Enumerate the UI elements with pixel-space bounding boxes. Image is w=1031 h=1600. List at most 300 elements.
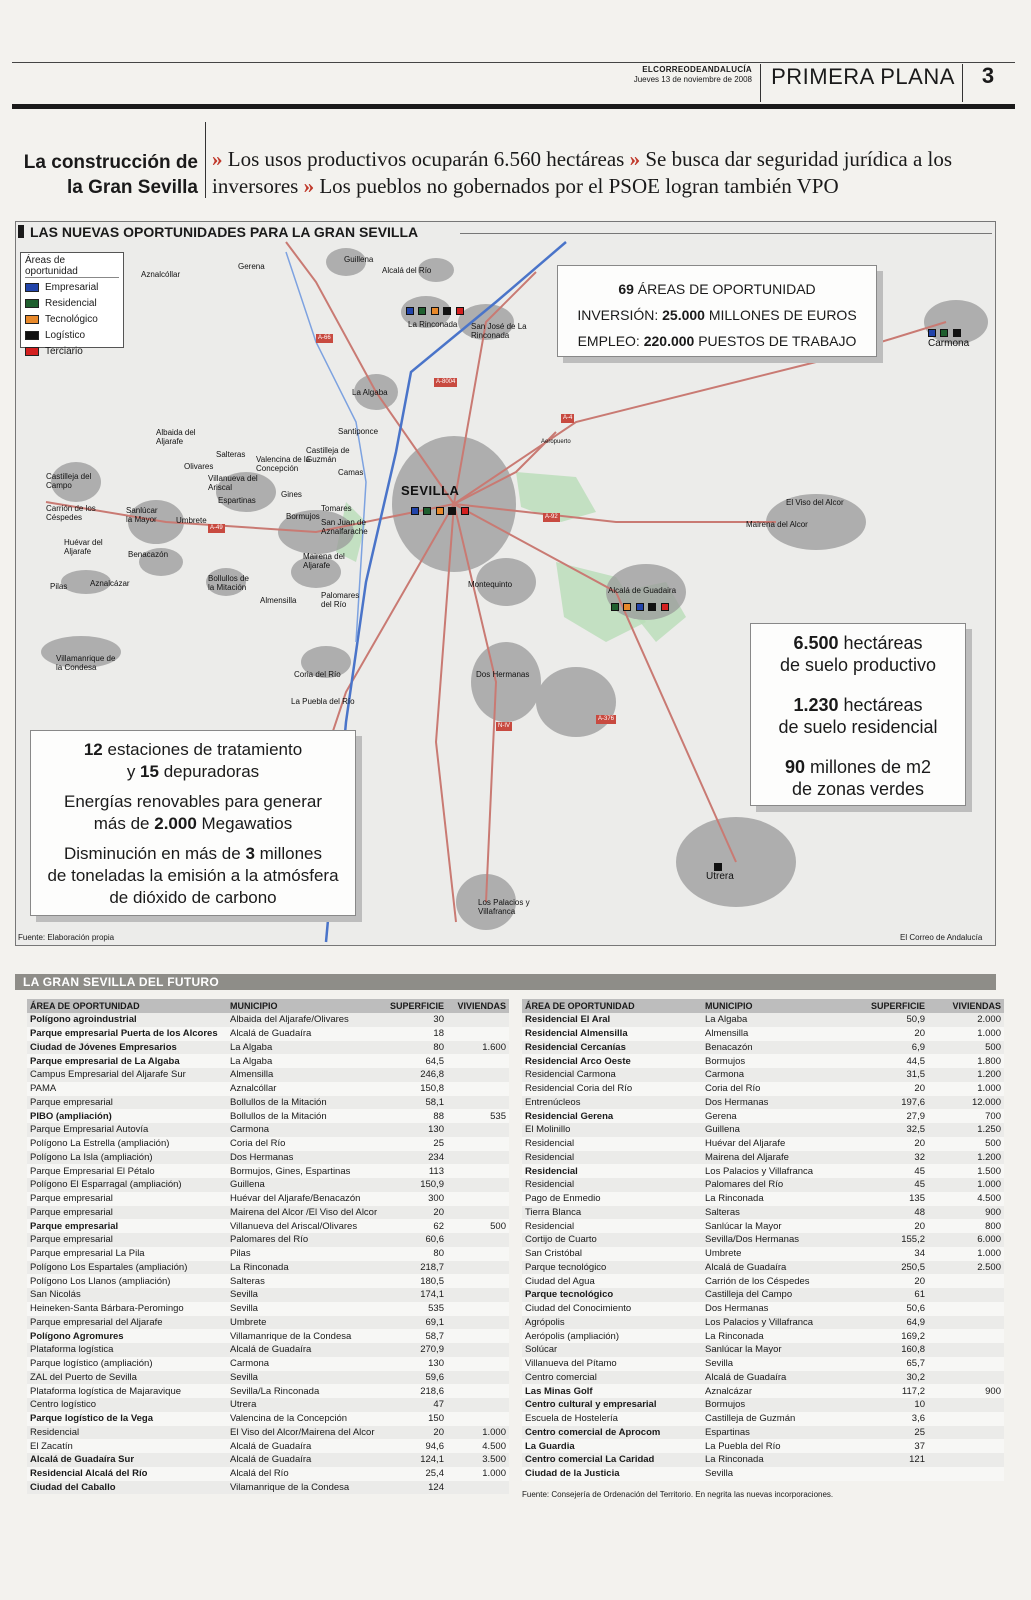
cell-superficie: 20: [852, 1274, 928, 1288]
table-row: [27, 1178, 509, 1192]
cell-viviendas: [928, 1439, 1004, 1453]
cell-superficie: 47: [387, 1398, 447, 1412]
cell-municipio: Carrión de los Céspedes: [702, 1274, 852, 1288]
table-row: [27, 1096, 509, 1110]
table-row: [27, 1412, 509, 1426]
cell-municipio: Pilas: [227, 1247, 387, 1261]
stat-label: de zonas verdes: [791, 779, 925, 799]
stat-label: INVERSIÓN:: [577, 307, 659, 323]
masthead-bottom-rule: [12, 104, 1015, 109]
cell-municipio: Sevilla/La Rinconada: [227, 1384, 387, 1398]
table-row: [27, 1329, 509, 1343]
urban-area: [536, 667, 616, 737]
cell-viviendas: 800: [928, 1219, 1004, 1233]
cell-superficie: 117,2: [852, 1384, 928, 1398]
summary-line: [558, 276, 876, 302]
column-header: VIVIENDAS: [928, 999, 1004, 1013]
table-row: [522, 1302, 1004, 1316]
cell-viviendas: [928, 1453, 1004, 1467]
area-markers: [611, 598, 669, 616]
table-row: [522, 1178, 1004, 1192]
cell-area: Campus Empresarial del Aljarafe Sur: [27, 1068, 227, 1082]
cell-superficie: 48: [852, 1206, 928, 1220]
cell-municipio: Dos Hermanas: [702, 1096, 852, 1110]
cell-municipio: Los Palacios y Villafranca: [702, 1316, 852, 1330]
place-label: Tomares: [321, 504, 352, 513]
masthead-divider: [962, 64, 963, 102]
stat-line: [31, 843, 355, 865]
headline-deck: [212, 146, 1012, 200]
road-tag: A-49: [210, 525, 223, 531]
marker-logistico: [448, 507, 456, 515]
place-label: Salteras: [216, 450, 246, 459]
cell-viviendas: [928, 1274, 1004, 1288]
cell-area: Centro logístico: [27, 1398, 227, 1412]
cell-superficie: 27,9: [852, 1109, 928, 1123]
cell-area: San Cristóbal: [522, 1247, 702, 1261]
cell-area: Polígono Los Llanos (ampliación): [27, 1274, 227, 1288]
cell-viviendas: [447, 1398, 509, 1412]
table-row: [27, 1054, 509, 1068]
cell-superficie: 124: [387, 1481, 447, 1495]
city-label-sevilla: SEVILLA: [401, 483, 460, 498]
table-row: [522, 1467, 1004, 1481]
cell-viviendas: [447, 1302, 509, 1316]
stat-value: 12: [83, 740, 103, 759]
cell-superficie: 32: [852, 1151, 928, 1165]
cell-municipio: Dos Hermanas: [227, 1151, 387, 1165]
cell-viviendas: [447, 1247, 509, 1261]
place-label: Dos Hermanas: [476, 670, 530, 679]
stat-value: 6.500: [793, 633, 839, 653]
cell-viviendas: [447, 1068, 509, 1082]
swatch-logistico: [25, 331, 39, 340]
cell-superficie: 124,1: [387, 1453, 447, 1467]
cell-viviendas: 1.800: [928, 1054, 1004, 1068]
cell-area: Residencial Carmona: [522, 1068, 702, 1082]
place-label: La Rinconada: [408, 320, 458, 329]
opportunity-table-right: [522, 999, 1004, 1481]
table-row: [522, 1192, 1004, 1206]
cell-municipio: La Puebla del Río: [702, 1439, 852, 1453]
road-tag: A-66: [318, 335, 331, 341]
cell-superficie: 150,9: [387, 1178, 447, 1192]
cell-area: ZAL del Puerto de Sevilla: [27, 1371, 227, 1385]
stat-line: [751, 756, 965, 778]
cell-viviendas: [928, 1343, 1004, 1357]
cell-viviendas: 3.500: [447, 1453, 509, 1467]
table-row: [522, 1041, 1004, 1055]
road-tag: A-4: [563, 415, 573, 421]
column-header: SUPERFICIE: [387, 999, 447, 1013]
cell-superficie: 218,6: [387, 1384, 447, 1398]
place-label: Camas: [338, 468, 364, 477]
cell-viviendas: [928, 1288, 1004, 1302]
cell-viviendas: 1.600: [447, 1041, 509, 1055]
cell-superficie: 234: [387, 1151, 447, 1165]
cell-municipio: Sevilla: [227, 1371, 387, 1385]
summary-line: [558, 302, 876, 328]
marker-residencial: [611, 603, 619, 611]
table-header-row: [522, 999, 1004, 1013]
place-label: Alcalá del Río: [382, 266, 432, 275]
place-label: Espartinas: [218, 496, 256, 505]
cell-superficie: 45: [852, 1178, 928, 1192]
table-row: [522, 1384, 1004, 1398]
stat-label: más de: [93, 814, 150, 833]
cell-area: Parque empresarial La Pila: [27, 1247, 227, 1261]
road-tag: A-376: [598, 716, 615, 722]
stat-value: 15: [140, 762, 159, 781]
cell-superficie: 80: [387, 1041, 447, 1055]
marker-logistico: [714, 863, 722, 871]
place-label: Villamanrique de la Condesa: [56, 654, 116, 672]
marker-terciario: [461, 507, 469, 515]
cell-viviendas: 1.000: [928, 1027, 1004, 1041]
stat-label: PUESTOS DE TRABAJO: [698, 333, 857, 349]
masthead-top-rule: [12, 62, 1015, 63]
cell-area: Centro comercial: [522, 1371, 702, 1385]
cell-municipio: La Rinconada: [227, 1261, 387, 1275]
table-row: [27, 1041, 509, 1055]
headline-kicker: La construcción de la Gran Sevilla: [23, 152, 198, 198]
cell-superficie: [852, 1467, 928, 1481]
cell-area: Centro comercial de Aprocom: [522, 1426, 702, 1440]
place-label: La Puebla del Río: [291, 697, 355, 706]
cell-municipio: Sevilla/Dos Hermanas: [702, 1233, 852, 1247]
table-row: [27, 1206, 509, 1220]
place-label: Albaida del Aljarafe: [156, 428, 196, 446]
cell-viviendas: [447, 1233, 509, 1247]
cell-area: Parque empresarial: [27, 1206, 227, 1220]
cell-municipio: Alcalá de Guadaíra: [227, 1439, 387, 1453]
cell-viviendas: 2.500: [928, 1261, 1004, 1275]
table-body: [27, 1013, 509, 1494]
table-row: [27, 1068, 509, 1082]
cell-municipio: Alcalá de Guadaíra: [227, 1343, 387, 1357]
map-legend: [20, 252, 124, 357]
cell-area: Solúcar: [522, 1343, 702, 1357]
cell-area: Parque empresarial: [27, 1219, 227, 1233]
stat-label: ÁREAS DE OPORTUNIDAD: [637, 281, 816, 297]
road-tag: A-92: [545, 514, 558, 520]
cell-municipio: Bormujos, Gines, Espartinas: [227, 1164, 387, 1178]
marker-empresarial: [928, 329, 936, 337]
cell-municipio: Guillena: [702, 1123, 852, 1137]
table-row: [522, 1261, 1004, 1275]
cell-municipio: Sevilla: [702, 1467, 852, 1481]
area-markers: [928, 324, 961, 342]
cell-viviendas: [447, 1151, 509, 1165]
arrow-icon: »: [629, 147, 641, 171]
cell-viviendas: [447, 1206, 509, 1220]
cell-viviendas: [447, 1288, 509, 1302]
cell-superficie: 32,5: [852, 1123, 928, 1137]
cell-area: Polígono La Isla (ampliación): [27, 1151, 227, 1165]
legend-label: Terciario: [45, 345, 83, 357]
cell-area: Residencial Gerena: [522, 1109, 702, 1123]
table-row: [522, 1082, 1004, 1096]
cell-municipio: Espartinas: [702, 1426, 852, 1440]
cell-viviendas: 900: [928, 1384, 1004, 1398]
stat-line: [751, 694, 965, 716]
cell-superficie: 218,7: [387, 1261, 447, 1275]
stat-label: estaciones de tratamiento: [107, 740, 303, 759]
cell-municipio: Guillena: [227, 1178, 387, 1192]
opportunity-summary-box: [557, 265, 877, 357]
cell-superficie: 18: [387, 1027, 447, 1041]
cell-area: Residencial: [522, 1151, 702, 1165]
table-row: [522, 1137, 1004, 1151]
area-markers: [411, 502, 469, 520]
land-summary-box: [750, 623, 966, 806]
cell-municipio: Umbrete: [227, 1316, 387, 1330]
urban-area: [471, 642, 541, 722]
cell-municipio: Villamanrique de la Condesa: [227, 1329, 387, 1343]
stat-line: [31, 761, 355, 783]
cell-area: Centro cultural y empresarial: [522, 1398, 702, 1412]
place-label: Olivares: [184, 462, 214, 471]
cell-viviendas: [447, 1178, 509, 1192]
cell-municipio: Sevilla: [702, 1357, 852, 1371]
cell-municipio: La Rinconada: [702, 1329, 852, 1343]
title-bullet: [18, 225, 24, 238]
legend-label: Logístico: [45, 329, 86, 341]
legend-item: [25, 279, 119, 295]
cell-superficie: 197,6: [852, 1096, 928, 1110]
cell-viviendas: [447, 1371, 509, 1385]
place-label: Sanlúcar la Mayor: [126, 506, 158, 524]
table-row: [27, 1274, 509, 1288]
cell-area: Ciudad del Conocimiento: [522, 1302, 702, 1316]
cell-superficie: 113: [387, 1164, 447, 1178]
table-row: [27, 1219, 509, 1233]
cell-viviendas: [447, 1343, 509, 1357]
cell-superficie: 160,8: [852, 1343, 928, 1357]
cell-viviendas: 500: [447, 1219, 509, 1233]
cell-area: Residencial Almensilla: [522, 1027, 702, 1041]
cell-municipio: Utrera: [227, 1398, 387, 1412]
arrow-icon: »: [303, 174, 315, 198]
cell-municipio: Huévar del Aljarafe: [702, 1137, 852, 1151]
stat-value: 3: [245, 844, 255, 863]
cell-viviendas: [928, 1398, 1004, 1412]
map-title-text: LAS NUEVAS OPORTUNIDADES PARA LA GRAN SEVILLA: [30, 224, 419, 240]
cell-viviendas: [447, 1274, 509, 1288]
cell-municipio: Salteras: [702, 1206, 852, 1220]
place-label: El Viso del Alcor: [786, 498, 844, 507]
cell-municipio: Bormujos: [702, 1398, 852, 1412]
table-row: [522, 1219, 1004, 1233]
table-row: [27, 1109, 509, 1123]
cell-superficie: 25: [852, 1426, 928, 1440]
table-title: LA GRAN SEVILLA DEL FUTURO: [23, 975, 220, 989]
column-header: MUNICIPIO: [227, 999, 387, 1013]
cell-viviendas: 4.500: [928, 1192, 1004, 1206]
stat-value: 220.000: [643, 333, 695, 349]
cell-area: Plataforma logística de Majaravique: [27, 1384, 227, 1398]
cell-superficie: 37: [852, 1439, 928, 1453]
cell-area: Polígono Agromures: [27, 1329, 227, 1343]
cell-municipio: La Algaba: [227, 1041, 387, 1055]
map-source: Fuente: Elaboración propia: [18, 933, 115, 942]
cell-area: Polígono agroindustrial: [27, 1013, 227, 1027]
cell-municipio: Sevilla: [227, 1302, 387, 1316]
cell-area: Ciudad de la Justicia: [522, 1467, 702, 1481]
arrow-icon: »: [212, 147, 223, 171]
cell-viviendas: 1.000: [928, 1082, 1004, 1096]
table-body: [522, 1013, 1004, 1481]
cell-municipio: Umbrete: [702, 1247, 852, 1261]
table-row: [522, 1316, 1004, 1330]
cell-area: Alcalá de Guadaíra Sur: [27, 1453, 227, 1467]
cell-area: Cortijo de Cuarto: [522, 1233, 702, 1247]
table-row: [27, 1398, 509, 1412]
table-row: [522, 1274, 1004, 1288]
stat-label: EMPLEO:: [577, 333, 640, 349]
table-row: [27, 1426, 509, 1440]
cell-municipio: Carmona: [227, 1357, 387, 1371]
cell-superficie: 31,5: [852, 1068, 928, 1082]
table-row: [522, 1412, 1004, 1426]
area-markers: [714, 858, 722, 876]
cell-viviendas: 1.000: [928, 1178, 1004, 1192]
marker-empresarial: [406, 307, 414, 315]
deck-item: Los pueblos no gobernados por el PSOE logran también VPO: [319, 174, 839, 198]
stat-label: Energías renovables para generar: [64, 792, 322, 811]
cell-municipio: Almensilla: [227, 1068, 387, 1082]
cell-superficie: 270,9: [387, 1343, 447, 1357]
table-row: [522, 1123, 1004, 1137]
column-header: VIVIENDAS: [447, 999, 509, 1013]
table-row: [27, 1082, 509, 1096]
cell-superficie: 20: [852, 1027, 928, 1041]
table-row: [27, 1151, 509, 1165]
cell-municipio: Alcalá de Guadaíra: [227, 1453, 387, 1467]
table-row: [27, 1261, 509, 1275]
cell-superficie: 45: [852, 1164, 928, 1178]
place-label: Huévar del Aljarafe: [64, 538, 103, 556]
table-left-panel: [27, 999, 509, 1493]
masthead-divider: [760, 64, 761, 102]
cell-viviendas: 1.000: [928, 1247, 1004, 1261]
cell-area: Residencial: [522, 1164, 702, 1178]
cell-municipio: Alcalá de Guadaíra: [702, 1261, 852, 1275]
cell-superficie: 174,1: [387, 1288, 447, 1302]
deck-item: Se busca dar seguridad jurídica a los inversores: [212, 147, 953, 198]
cell-area: Residencial: [522, 1219, 702, 1233]
cell-superficie: 155,2: [852, 1233, 928, 1247]
table-row: [522, 1013, 1004, 1027]
cell-viviendas: 500: [928, 1137, 1004, 1151]
marker-tecnologico: [436, 507, 444, 515]
table-row: [27, 1302, 509, 1316]
cell-superficie: 20: [852, 1082, 928, 1096]
table-row: [27, 1439, 509, 1453]
cell-municipio: Salteras: [227, 1274, 387, 1288]
road-tag: A-8004: [436, 379, 456, 385]
cell-area: Parque logístico (ampliación): [27, 1357, 227, 1371]
headline-divider: [205, 122, 206, 198]
cell-area: Residencial: [27, 1426, 227, 1440]
marker-empresarial: [411, 507, 419, 515]
table-row: [522, 1096, 1004, 1110]
cell-viviendas: [928, 1371, 1004, 1385]
cell-municipio: Coria del Río: [702, 1082, 852, 1096]
cell-municipio: Palomares del Río: [227, 1233, 387, 1247]
stat-label: depuradoras: [163, 762, 260, 781]
newspaper-brand: ELCORREODEANDALUCÍA: [642, 65, 752, 74]
cell-superficie: 150: [387, 1412, 447, 1426]
place-label: Villanueva del Ariscal: [208, 474, 258, 492]
cell-superficie: 20: [387, 1206, 447, 1220]
swatch-empresarial: [25, 283, 39, 292]
cell-area: Parque empresarial: [27, 1192, 227, 1206]
cell-area: El Molinillo: [522, 1123, 702, 1137]
place-label: Guillena: [344, 255, 374, 264]
cell-superficie: 59,6: [387, 1371, 447, 1385]
cell-municipio: Mairena del Aljarafe: [702, 1151, 852, 1165]
cell-area: Escuela de Hostelería: [522, 1412, 702, 1426]
cell-municipio: Alcalá de Guadaíra: [227, 1027, 387, 1041]
cell-viviendas: 1.200: [928, 1151, 1004, 1165]
cell-area: Heineken-Santa Bárbara-Peromingo: [27, 1302, 227, 1316]
cell-superficie: 20: [852, 1219, 928, 1233]
issue-date: Jueves 13 de noviembre de 2008: [633, 75, 752, 84]
cell-municipio: Carmona: [702, 1068, 852, 1082]
cell-superficie: 64,9: [852, 1316, 928, 1330]
cell-viviendas: [447, 1481, 509, 1495]
cell-municipio: Aznalcázar: [702, 1384, 852, 1398]
cell-area: Parque logístico de la Vega: [27, 1412, 227, 1426]
cell-area: Residencial Arco Oeste: [522, 1054, 702, 1068]
cell-viviendas: [447, 1123, 509, 1137]
table-row: [27, 1357, 509, 1371]
cell-municipio: El Viso del Alcor/Mairena del Alcor: [227, 1426, 387, 1440]
stat-value: 2.000: [154, 814, 197, 833]
table-row: [522, 1068, 1004, 1082]
cell-superficie: 44,5: [852, 1054, 928, 1068]
cell-superficie: 246,8: [387, 1068, 447, 1082]
column-header: MUNICIPIO: [702, 999, 852, 1013]
swatch-tecnologico: [25, 315, 39, 324]
page-number: 3: [981, 63, 995, 88]
place-label: Mairena del Alcor: [746, 520, 808, 529]
cell-municipio: Palomares del Río: [702, 1178, 852, 1192]
stat-label: y: [126, 762, 136, 781]
cell-superficie: 20: [852, 1137, 928, 1151]
table-row: [27, 1137, 509, 1151]
place-label: Gines: [281, 490, 302, 499]
cell-municipio: Benacazón: [702, 1041, 852, 1055]
cell-viviendas: 500: [928, 1041, 1004, 1055]
cell-superficie: 34: [852, 1247, 928, 1261]
cell-superficie: 58,7: [387, 1329, 447, 1343]
summary-line: [558, 328, 876, 354]
place-label: Benacazón: [128, 550, 169, 559]
legend-title: Áreas de oportunidad: [25, 255, 119, 278]
cell-viviendas: [928, 1329, 1004, 1343]
marker-residencial: [423, 507, 431, 515]
cell-viviendas: 12.000: [928, 1096, 1004, 1110]
cell-municipio: Valencina de la Concepción: [227, 1412, 387, 1426]
table-row: [27, 1247, 509, 1261]
legend-item: [25, 295, 119, 311]
map-title-rule: [460, 233, 992, 234]
stat-line: [31, 813, 355, 835]
legend-label: Empresarial: [45, 281, 99, 293]
cell-area: Ciudad del Agua: [522, 1274, 702, 1288]
